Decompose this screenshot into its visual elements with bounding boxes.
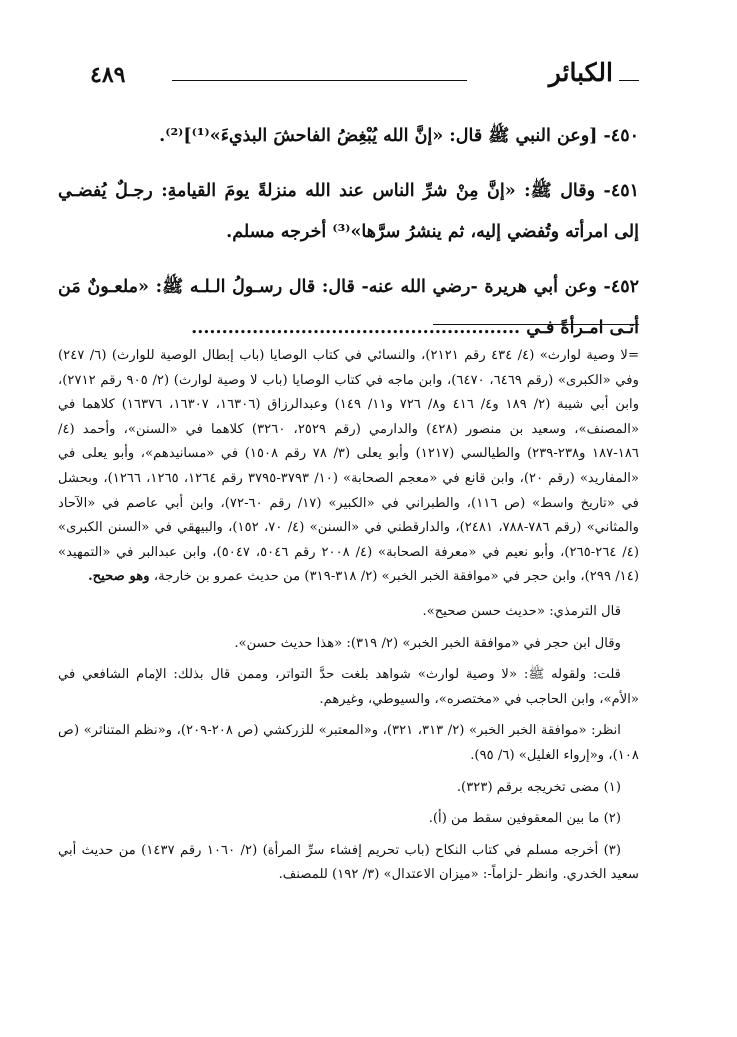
entry-451 xyxy=(58,171,639,253)
entry-450 xyxy=(58,116,639,157)
entry-text: [وعن النبي ﷺ قال: «إنَّ الله يُبْغِضُ الفاحشَ البذيءَ»⁽¹⁾]⁽²⁾. xyxy=(159,126,598,146)
entry-text: وعن أبي هريرة -رضي الله عنه- قال: قال رسـولُ الـلـه ﷺ: «ملعـونٌ مَن أتـى امـرأةً فـي xyxy=(58,277,639,338)
running-header xyxy=(60,58,639,94)
footnote-2: (٢) ما بين المعقوفين سقط من (أ). xyxy=(428,811,621,827)
see-also-note: انظر: «موافقة الخبر الخبر» (٢/ ٣١٣، ٣٢١)، و«المعتبر» للزركشي (ص ٢٠٨-٢٠٩)، و«نظم المتناثر» (ص ١٠٨)، و«إرواء الغليل» (٦/ ٩٥). xyxy=(58,723,639,763)
footnote-1: (١) مضى تخريجه برقم (٣٢٣). xyxy=(456,779,621,795)
tirmidhi-quote: قال الترمذي: «حديث حسن صحيح». xyxy=(422,603,621,619)
header-rule xyxy=(172,80,467,81)
entry-number: ٤٥٢- xyxy=(603,277,640,297)
footnote-continuation-text: =لا وصية لوارث» (٤/ ٤٣٤ رقم ٢١٢١)، والنسائي في كتاب الوصايا (باب إبطال الوصية للوارث) (٦/ ٢٤٧) وفي «الكبرى» (رقم ٦٤٦٩، ٦٤٧٠)، وابن ماجه في كتاب الوصايا (باب لا وصية لوارث) (٢/ ٩٠٥ رقم ٢٧١٢)، وابن أبي شيبة (٢/ ١٨٩ و٤/ ٤١٦ و٨/ ٧٢٦ و١١/ ١٤٩) وعبدالرزاق (١٦٣٠٦، ١٦٣٠٧، ١٦٣٧٦) كلاهما في «المصنف»، وسعيد بن منصور (٤٢٨) والدارمي (رقم ٢٥٢٩، ٣٢٦٠) كلاهما في «السنن»، وأحمد (٤/ ١٨٦-١٨٧ و٢٣٨-٢٣٩) والطيالسي (١٢١٧) وأبو يعلى (٣/ ٧٨ رقم ١٥٠٨) في «مسانيدهم»، وأبو يعلى في «المفاريد» (رقم ٢٠)، وابن قانع في «معجم الصحابة» (١٠/ ٣٧٩٣-٣٧٩٥ رقم ١٢٦٤، ١٢٦٥، ١٢٦٦)، وبحشل في «تاريخ واسط» (ص ١١٦)، والطبراني في «الكبير» (١٧/ رقم ٦٠-٧٢)، وابن أبي عاصم في «الآحاد والمثاني» (رقم ٧٨٦-٧٨٨، ٢٤٨١)، والدارقطني في «السنن» (٤/ ٧٠، ١٥٢)، والبيهقي في «السنن الكبرى» (٤/ ٢٦٤-٢٦٥)، وأبو نعيم في «معرفة الصحابة» (٤/ ٢٠٠٨ رقم ٥٠٤٦، ٥٠٤٧)، وابن عبدالبر في «التمهيد» (١٤/ ٢٩٩)، وابن حجر في «موافقة الخبر الخبر» (٢/ ٣١٨-٣١٩) من حديث عمرو بن خارجة، xyxy=(58,348,640,585)
page-number: ٤٨٩ xyxy=(90,62,126,88)
ibn-hajar-quote: وقال ابن حجر في «موافقة الخبر الخبر» (٢/ ٣١٩): «هذا حديث حسن». xyxy=(234,635,621,651)
entry-text: وقال ﷺ: «إنَّ مِنْ شرِّ الناس عند الله منزلةً يومَ القيامةِ: رجـلٌ يُفضـي إلى امرأته وتُفضي إليه، ثم ينشرُ سرَّها»⁽³⁾ أخرجه مسلم. xyxy=(58,181,639,242)
editor-note: قلت: ولقوله ﷺ: «لا وصية لوارث» شواهد بلغت حدَّ التواتر، وممن قال بذلك: الإمام الشافعي في «الأم»، وابن الحاجب في «مختصره»، والسيوطي، وغيرهم. xyxy=(58,667,639,707)
continuation-dots: ...................................................... xyxy=(191,318,521,338)
book-title: الكبائر xyxy=(548,58,613,87)
footnotes xyxy=(58,344,639,895)
footnote-separator xyxy=(433,324,639,325)
main-text xyxy=(58,116,639,363)
entry-number: ٤٥١- xyxy=(603,181,640,201)
header-rule-end xyxy=(619,80,639,81)
footnote-continuation xyxy=(58,344,639,590)
footnote-3: (٣) أخرجه مسلم في كتاب النكاح (باب تحريم إفشاء سرِّ المرأة) (٢/ ١٠٦٠ رقم ١٤٣٧) من حديث أبي سعيد الخدري. وانظر -لزاماً-: «ميزان الاعتدال» (٣/ ١٩٢) للمصنف. xyxy=(58,842,639,883)
entry-452 xyxy=(58,267,639,349)
entry-number: ٤٥٠- xyxy=(603,126,639,146)
grading-verdict: وهو صحيح. xyxy=(88,569,150,585)
